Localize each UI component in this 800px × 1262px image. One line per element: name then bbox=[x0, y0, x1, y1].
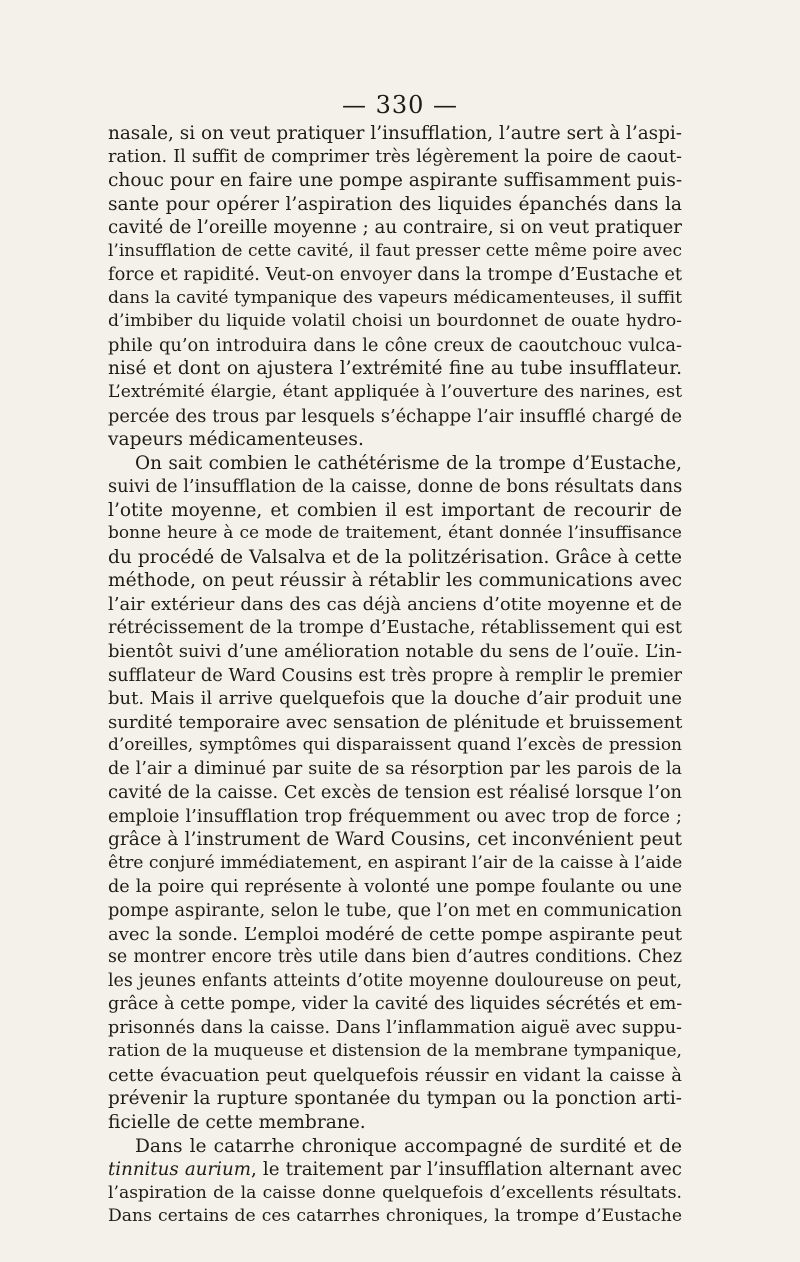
text-line: rétrécissement de la trompe d’Eustache, rétablissement qui est bbox=[108, 617, 682, 639]
text-line: de la poire qui représente à volonté une pompe foulante ou une bbox=[108, 876, 682, 897]
text-line: force et rapidité. Veut-on envoyer dans la trompe d’Eustache et bbox=[108, 264, 682, 286]
text-line: méthode, on peut réussir à rétablir les communications avec bbox=[108, 570, 682, 592]
text-line: bientôt suivi d’une amélioration notable du sens de l’ouïe. L’in- bbox=[108, 641, 682, 663]
text-line: l’aspiration de la caisse donne quelquefois d’excellents résultats. bbox=[108, 1182, 682, 1203]
text-line: percée des trous par lesquels s’échappe l’air insufflé chargé de bbox=[108, 405, 682, 427]
text-line: vapeurs médicamenteuses. bbox=[108, 429, 364, 451]
body-text bbox=[108, 122, 682, 1229]
text-line: se montrer encore très utile dans bien d’autres conditions. Chez bbox=[108, 947, 682, 968]
text-line: bonne heure à ce mode de traitement, étant donnée l’insuffisance bbox=[108, 523, 682, 544]
text-line bbox=[108, 1158, 682, 1182]
text-line: prisonnés dans la caisse. Dans l’inflammation aiguë avec suppu- bbox=[108, 1017, 682, 1038]
text-line: cette évacuation peut quelquefois réussir en vidant la caisse à bbox=[108, 1064, 682, 1086]
text-line: chouc pour en faire une pompe aspirante suffisamment puis- bbox=[108, 170, 683, 192]
text-line: emploie l’insufflation trop fréquemment ou avec trop de force ; bbox=[108, 805, 682, 827]
text-line: l’otite moyenne, et combien il est important de recourir de bbox=[108, 499, 682, 521]
text-run: , le traitement par l’insufflation alternant avec bbox=[250, 1159, 682, 1181]
text-line: On sait combien le cathétérisme de la trompe d’Eustache, bbox=[135, 452, 682, 474]
text-line: dans la cavité tympanique des vapeurs médicamenteuses, il suffit bbox=[108, 287, 682, 308]
text-line: cavité de l’oreille moyenne ; au contraire, si on veut pratiquer bbox=[108, 217, 682, 239]
latin-term: tinnitus aurium bbox=[108, 1159, 251, 1181]
page-number: — 330 — bbox=[341, 91, 459, 119]
text-line: prévenir la rupture spontanée du tympan ou la ponction arti- bbox=[108, 1088, 682, 1110]
text-line: l’insufflation de cette cavité, il faut presser cette même poire avec bbox=[108, 240, 682, 261]
text-line: cavité de la caisse. Cet excès de tension est réalisé lorsque l’on bbox=[108, 782, 682, 804]
text-line: l’air extérieur dans des cas déjà anciens d’otite moyenne et de bbox=[108, 593, 682, 615]
text-line: grâce à cette pompe, vider la cavité des liquides sécrétés et em- bbox=[108, 994, 683, 1015]
text-line: ration de la muqueuse et distension de la membrane tympanique, bbox=[108, 1041, 682, 1062]
text-line: but. Mais il arrive quelquefois que la douche d’air produit une bbox=[108, 688, 682, 710]
text-line: ration. Il suffit de comprimer très légèrement la poire de caout- bbox=[108, 146, 682, 167]
text-line: avec la sonde. L’emploi modéré de cette pompe aspirante peut bbox=[108, 923, 682, 945]
text-line: les jeunes enfants atteints d’otite moyenne douloureuse on peut, bbox=[108, 970, 682, 991]
text-line: être conjuré immédiatement, en aspirant l’air de la caisse à l’aide bbox=[108, 852, 683, 873]
text-line: de l’air a diminué par suite de sa résorption par les parois de la bbox=[108, 758, 682, 779]
text-line: pompe aspirante, selon le tube, que l’on met en communication bbox=[108, 900, 683, 922]
text-line: nasale, si on veut pratiquer l’insufflation, l’autre sert à l’aspi- bbox=[108, 123, 682, 144]
text-line: surdité temporaire avec sensation de plénitude et bruissement bbox=[108, 711, 683, 733]
text-line: suivi de l’insufflation de la caisse, donne de bons résultats dans bbox=[108, 476, 683, 498]
text-line: ficielle de cette membrane. bbox=[108, 1111, 366, 1133]
text-line: phile qu’on introduira dans le cône creux de caoutchouc vulca- bbox=[108, 334, 682, 356]
text-line: du procédé de Valsalva et de la politzérisation. Grâce à cette bbox=[108, 546, 682, 568]
text-line: d’imbiber du liquide volatil choisi un bourdonnet de ouate hydro- bbox=[108, 311, 682, 332]
text-line: grâce à l’instrument de Ward Cousins, cet inconvénient peut bbox=[108, 829, 682, 851]
text-line: nisé et dont on ajustera l’extrémité fine au tube insufflateur. bbox=[108, 358, 682, 380]
text-line: Dans certains de ces catarrhes chroniques, la trompe d’Eustache bbox=[108, 1206, 682, 1227]
text-line: sante pour opérer l’aspiration des liquides épanchés dans la bbox=[108, 193, 682, 215]
text-line: L’extrémité élargie, étant appliquée à l’ouverture des narines, est bbox=[108, 382, 682, 403]
text-line: d’oreilles, symptômes qui disparaissent quand l’excès de pression bbox=[108, 735, 682, 756]
text-line: sufflateur de Ward Cousins est très propre à remplir le premier bbox=[108, 664, 682, 686]
text-line: Dans le catarrhe chronique accompagné de surdité et de bbox=[135, 1135, 682, 1157]
